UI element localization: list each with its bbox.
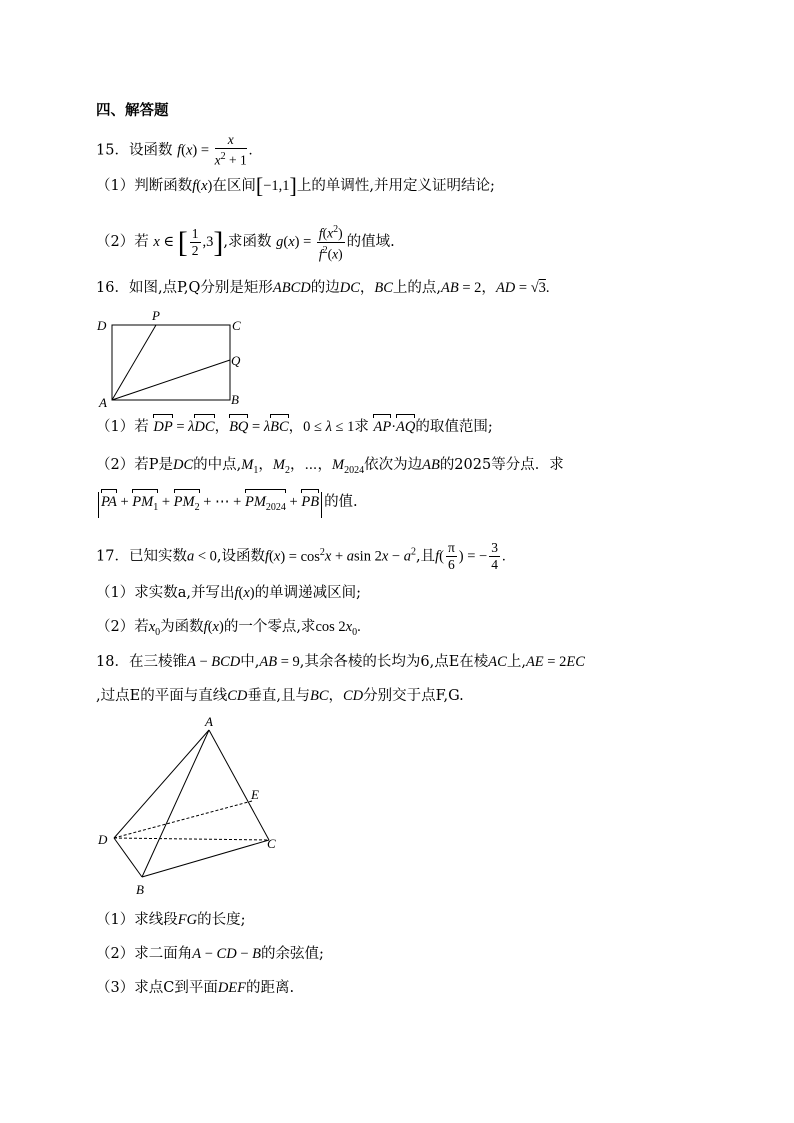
label-D: D bbox=[98, 832, 108, 847]
label-A: A bbox=[205, 714, 213, 729]
q16-part2-expression: PA + $PM_1 + PM_2$ + ⋯ + $PM_{2024}$ + PB 的值. bbox=[96, 492, 358, 518]
q15-fraction: $\frac{x}{x^2 + 1}$ bbox=[214, 132, 247, 168]
q18-pyramid-figure bbox=[92, 712, 292, 902]
label-C: C bbox=[232, 318, 241, 333]
q16-stem: 16．如图,点P,Q分别是矩形ABCD的边DC，BC上的点,AB = 2，AD = √3. bbox=[96, 280, 550, 296]
q18-part1: （1）求线段FG的长度; bbox=[96, 912, 246, 928]
q17-part2: （2）若$x_0$为函数f(x)的一个零点,求$\cos 2x_0$. bbox=[96, 619, 361, 638]
q15-part2: （2）若 x ∈ [ $\frac{1}{2}$ ,3],求函数 g(x) = $\frac{f(x^2)}{f^2(x)}$ 的值域. bbox=[96, 224, 395, 261]
label-P: P bbox=[152, 310, 160, 323]
q17-part1: （1）求实数a,并写出f(x)的单调递减区间; bbox=[96, 585, 362, 601]
label-Q: Q bbox=[231, 353, 241, 368]
label-C: C bbox=[267, 836, 276, 851]
q15-part1: （1）判断函数f(x)在区间[−1,1]上的单调性,并用定义证明结论; bbox=[96, 173, 495, 198]
q18-stem: 18．在三棱锥A − BCD中,AB = 9,其余各棱的长均为6,点E在棱AC上,AE = 2EC bbox=[96, 654, 585, 670]
section-title: 四、解答题 bbox=[96, 102, 169, 119]
label-E: E bbox=[251, 787, 259, 802]
q17-stem: 17．已知实数a < 0,设函数$f(x) = \cos^2x + asin$ $2x - a^2$,且f( $\frac{\pi}{6}$ ) = − $\frac{3}{4}$ . bbox=[96, 540, 506, 572]
q16-part1: （1）若 DP = λDC，BQ = λBC，0 ≤ λ ≤ 1求 AP·AQ的取值范围; bbox=[96, 419, 493, 435]
q18-part2: （2）求二面角A − CD − B的余弦值; bbox=[96, 946, 324, 962]
label-A: A bbox=[99, 395, 107, 410]
q16-rectangle-figure bbox=[90, 310, 260, 410]
label-B: B bbox=[231, 392, 239, 407]
label-D: D bbox=[97, 318, 107, 333]
q18-part3: （3）求点C到平面DEF的距离. bbox=[96, 980, 295, 996]
q15-stem: 15．设函数 f(x) = $\frac{x}{x^2 + 1}$ . bbox=[96, 132, 253, 168]
q18-stem-line2: ,过点E的平面与直线CD垂直,且与BC，CD分别交于点F,G. bbox=[96, 688, 464, 704]
q16-part2: （2）若P是DC的中点$,M_1$，$M_2$，⋯，$M_{2024}$依次为边AB的2025等分点．求 bbox=[96, 457, 564, 476]
label-B: B bbox=[136, 882, 144, 897]
